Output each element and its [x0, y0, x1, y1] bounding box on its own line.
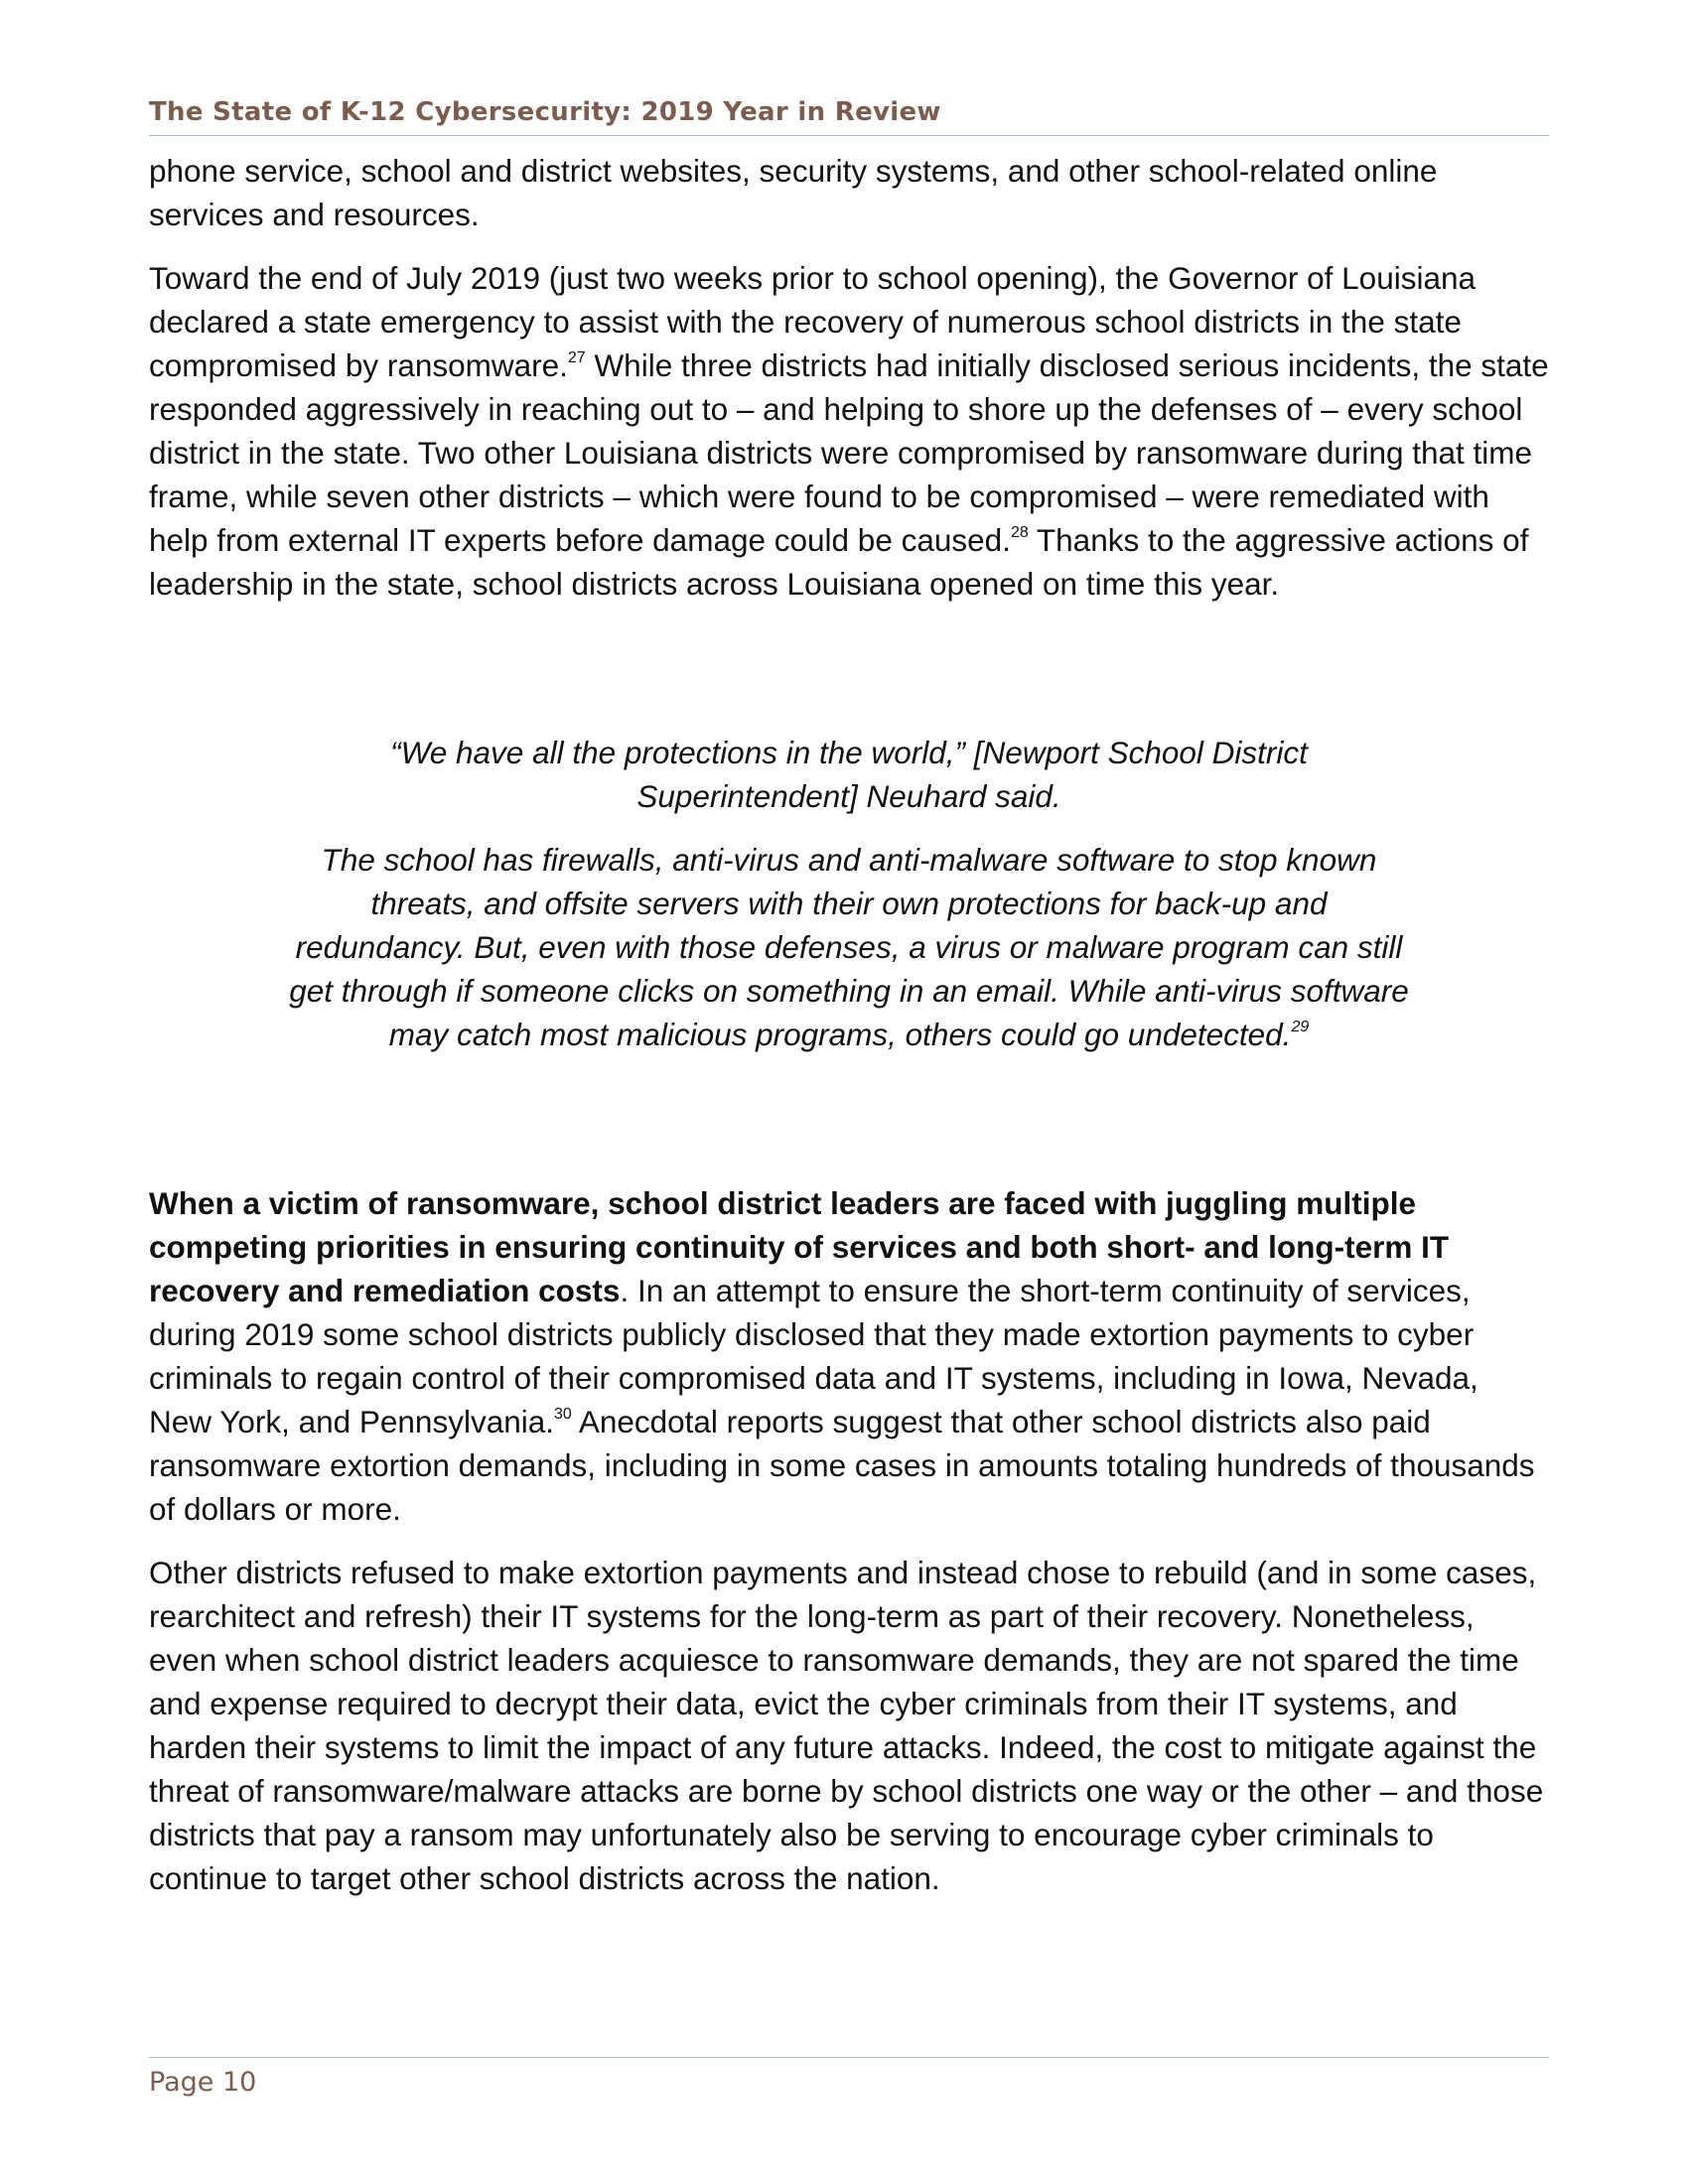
paragraph-text: While three districts had initially disclosed serious incidents, the state responded aggressively in reaching out to – and helping to shore up the defenses of – every school district in the state. Two other Louisiana districts were compromised by ransomware during that time frame, while seven other districts – which were found to be compromised – were remediated with help from external IT experts before damage could be caused.: [149, 347, 1549, 558]
footer-rule: [149, 2057, 1549, 2058]
section-extortion: [149, 1181, 1549, 1920]
header-rule: [149, 135, 1549, 136]
key-finding-bold: When a victim of ransomware, school district leaders are faced with juggling multiple competing priorities in ensuring continuity of services and both short- and long-term IT recovery and remediation costs: [149, 1185, 1450, 1308]
paragraph-text: Toward the end of July 2019 (just two weeks prior to school opening), the Governor of Louisiana declared a state emergency to assist with the recovery of numerous school districts in the state compromised by ransomware.: [149, 260, 1477, 383]
running-header: The State of K-12 Cybersecurity: 2019 Year in Review: [149, 97, 941, 127]
paragraph-continuation: phone service, school and district websites, security systems, and other school-related online services and resources.: [149, 153, 1438, 232]
paragraph-text: Anecdotal reports suggest that other school districts also paid ransomware extortion demands, including in some cases in amounts totaling hundreds of thousands of dollars or more.: [149, 1404, 1535, 1527]
quote-attribution: “We have all the protections in the world,” [Newport School District Superintendent] Neuhard said.: [390, 735, 1308, 814]
paragraph-extortion-payments: [149, 1181, 1549, 1531]
page-number: Page 10: [149, 2067, 257, 2098]
quote-text: The school has firewalls, anti-virus and anti-malware software to stop known threats, and offsite servers with their own protections for back-up and redundancy. But, even with those defenses, a virus or malware program can still get through if someone clicks on something in an email. While anti-virus software may catch most malicious programs, others could go undetected.: [289, 842, 1409, 1052]
paragraph-louisiana-emergency: [149, 256, 1549, 606]
footnote-ref-29[interactable]: 29: [1291, 1019, 1310, 1035]
section-louisiana: [149, 149, 1549, 625]
paragraph-text: . In an attempt to ensure the short-term continuity of services, during 2019 some school districts publicly disclosed that they made extortion payments to cyber criminals to regain control of their compromised data and IT systems, including in Iowa, Nevada, New York, and Pennsylvania.: [149, 1273, 1478, 1439]
paragraph-text: Thanks to the aggressive actions of leadership in the state, school districts across Louisiana opened on time this year.: [149, 522, 1529, 602]
footnote-ref-27[interactable]: 27: [567, 349, 586, 366]
footnote-ref-28[interactable]: 28: [1010, 524, 1029, 541]
quote-body: [288, 838, 1410, 1056]
paragraph-rebuild: Other districts refused to make extortion payments and instead chose to rebuild (and in some cases, rearchitect and refresh) their IT systems for the long-term as part of their recovery. Nonetheless, even when school district leaders acquiesce to ransomware demands, they are not spared the time and expense required to decrypt their data, evict the cyber criminals from their IT systems, and harden their systems to limit the impact of any future attacks. Indeed, the cost to mitigate against the threat of ransomware/malware attacks are borne by school districts one way or the other – and those districts that pay a ransom may unfortunately also be serving to encourage cyber criminals to continue to target other school districts across the nation.: [149, 1555, 1544, 1896]
footnote-ref-30[interactable]: 30: [554, 1406, 572, 1423]
block-quote: [288, 731, 1410, 1076]
